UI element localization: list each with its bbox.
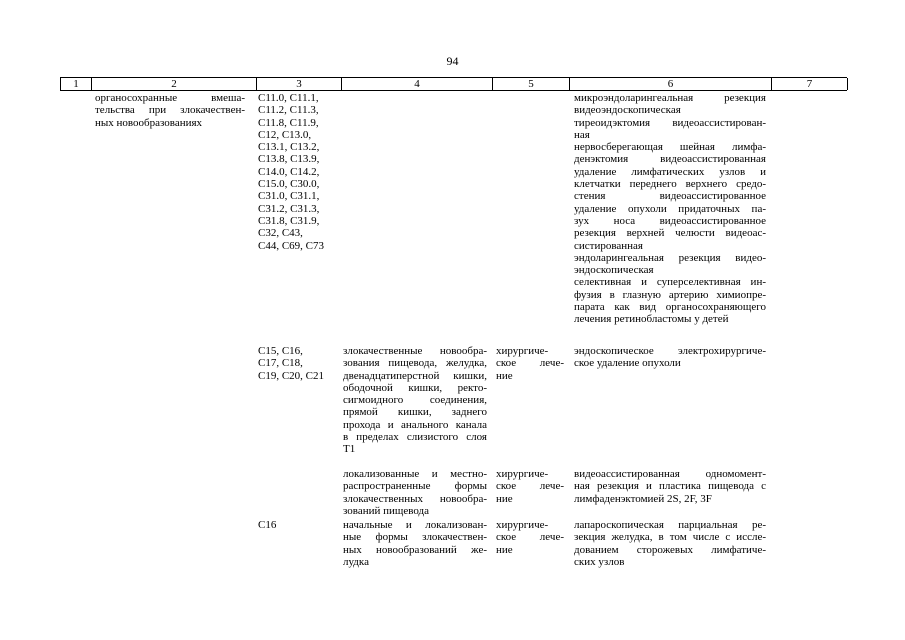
table-cell-row2-col5 bbox=[496, 345, 564, 382]
header-col-2: 2 bbox=[92, 78, 257, 90]
cell-text-line: локализованные и местно- bbox=[343, 468, 487, 480]
cell-text-line: C12, C13.0, bbox=[258, 128, 312, 141]
table-cell-row3-col5 bbox=[496, 468, 564, 505]
cell-text-line: C19, C20, C21 bbox=[258, 369, 325, 382]
header-col-6: 6 bbox=[570, 78, 772, 90]
header-col-3: 3 bbox=[257, 78, 342, 90]
cell-text-line: микроэндоларингеальная резекция bbox=[574, 92, 766, 104]
cell-text-line: C11.8, C11.9, bbox=[258, 116, 319, 129]
cell-text-line: фузия в глазную артерию химиопре- bbox=[574, 288, 766, 301]
cell-text-line: парата как вид органосохраняющего bbox=[574, 301, 766, 314]
cell-text-line: зования пищевода, желудка, bbox=[343, 357, 487, 370]
cell-text-line: C16 bbox=[258, 519, 277, 531]
cell-text-line: ских узлов bbox=[574, 555, 625, 568]
cell-text-line: в пределах слизистого слоя bbox=[343, 431, 487, 444]
cell-text-line: эндоскопическое электрохирургиче- bbox=[574, 345, 766, 357]
cell-text-line: нервосберегающая шейная лимфа- bbox=[574, 141, 766, 154]
cell-text-line: двенадцатиперстной кишки, bbox=[343, 369, 487, 382]
cell-text-line: ная bbox=[574, 128, 590, 141]
cell-text-line: C31.2, C31.3, bbox=[258, 202, 320, 215]
cell-text-line: C14.0, C14.2, bbox=[258, 165, 320, 178]
cell-text-line: C15.0, C30.0, bbox=[258, 178, 320, 191]
cell-text-line: хирургиче- bbox=[496, 519, 549, 531]
cell-text-line: ние bbox=[496, 543, 513, 556]
cell-text-line: эндоскопическая bbox=[574, 264, 654, 277]
table-header-row bbox=[60, 77, 847, 91]
cell-text-line: эндоларингеальная резекция видео- bbox=[574, 251, 766, 264]
cell-text-line: ных новообразованиях bbox=[95, 116, 203, 129]
table-cell-row4-col3 bbox=[258, 519, 332, 531]
cell-text-line: C11.2, C11.3, bbox=[258, 104, 319, 117]
cell-text-line: денэктомия видеоассистированная bbox=[574, 153, 766, 166]
cell-text-line: ние bbox=[496, 369, 513, 382]
page-number: 94 bbox=[446, 54, 459, 68]
table-cell-row1-col6 bbox=[574, 92, 766, 326]
table-cell-row4-col6 bbox=[574, 519, 766, 568]
cell-text-line: C17, C18, bbox=[258, 357, 303, 370]
cell-text-line: зух носа видеоассистированное bbox=[574, 214, 766, 227]
cell-text-line: ных новообразований же- bbox=[343, 543, 487, 556]
cell-text-line: лапароскопическая парциальная ре- bbox=[574, 519, 766, 531]
cell-text-line: удаление опухоли придаточных па- bbox=[574, 202, 766, 215]
cell-text-line: видеоэндоскопическая bbox=[574, 104, 681, 117]
cell-text-line: T1 bbox=[343, 443, 356, 456]
cell-text-line: начальные и локализован- bbox=[343, 519, 487, 531]
cell-text-line: лудка bbox=[343, 555, 369, 568]
cell-text-line: ское лече- bbox=[496, 531, 564, 544]
cell-text-line: C31.8, C31.9, bbox=[258, 214, 320, 227]
cell-text-line: дованием сторожевых лимфатиче- bbox=[574, 543, 766, 556]
header-col-1: 1 bbox=[61, 78, 92, 90]
cell-text-line: ское удаление опухоли bbox=[574, 357, 681, 370]
cell-text-line: злокачественных новообра- bbox=[343, 492, 487, 505]
cell-text-line: зекция желудка, в том числе с иссле- bbox=[574, 531, 766, 544]
cell-text-line: ная резекция и пластика пищевода с bbox=[574, 480, 766, 493]
cell-text-line: удаление лимфатических узлов и bbox=[574, 165, 766, 178]
table-cell-row4-col5 bbox=[496, 519, 564, 556]
cell-text-line: C32, C43, bbox=[258, 227, 303, 240]
cell-text-line: тиреоидэктомия видеоассистирован- bbox=[574, 116, 766, 129]
cell-text-line: резекция верхней челюсти видеоас- bbox=[574, 227, 766, 240]
cell-text-line: ское лече- bbox=[496, 357, 564, 370]
cell-text-line: ободочной кишки, ректо- bbox=[343, 381, 487, 394]
table-cell-row1-col2 bbox=[95, 92, 245, 129]
cell-text-line: прямой кишки, заднего bbox=[343, 406, 487, 419]
cell-text-line: стения видеоассистированное bbox=[574, 190, 766, 203]
cell-text-line: распространенные формы bbox=[343, 480, 487, 493]
table-cell-row2-col4 bbox=[343, 345, 487, 456]
cell-text-line: прохода и анального канала bbox=[343, 418, 487, 431]
cell-text-line: органосохранные вмеша- bbox=[95, 92, 245, 104]
cell-text-line: хирургиче- bbox=[496, 468, 549, 480]
header-col-4: 4 bbox=[342, 78, 493, 90]
cell-text-line: ные формы злокачествен- bbox=[343, 531, 487, 544]
cell-text-line: систированная bbox=[574, 239, 643, 252]
header-col-5: 5 bbox=[493, 78, 570, 90]
cell-text-line: C13.1, C13.2, bbox=[258, 141, 320, 154]
table-cell-row2-col6 bbox=[574, 345, 766, 370]
cell-text-line: ние bbox=[496, 492, 513, 505]
cell-text-line: лечения ретинобластомы у детей bbox=[574, 313, 729, 326]
cell-text-line: ское лече- bbox=[496, 480, 564, 493]
cell-text-line: C11.0, C11.1, bbox=[258, 92, 319, 104]
cell-text-line: селективная и суперселективная ин- bbox=[574, 276, 766, 289]
cell-text-line: сигмоидного соединения, bbox=[343, 394, 487, 407]
cell-text-line: C44, C69, C73 bbox=[258, 239, 325, 252]
table-cell-row3-col4 bbox=[343, 468, 487, 517]
table-cell-row3-col6 bbox=[574, 468, 766, 505]
cell-text-line: тельства при злокачествен- bbox=[95, 104, 245, 117]
cell-text-line: зований пищевода bbox=[343, 504, 430, 517]
table-cell-row1-col3 bbox=[258, 92, 332, 252]
cell-text-line: хирургиче- bbox=[496, 345, 549, 357]
cell-text-line: C31.0, C31.1, bbox=[258, 190, 320, 203]
header-col-7: 7 bbox=[772, 78, 848, 90]
table-cell-row4-col4 bbox=[343, 519, 487, 568]
table-cell-row2-col3 bbox=[258, 345, 332, 382]
cell-text-line: C13.8, C13.9, bbox=[258, 153, 320, 166]
cell-text-line: злокачественные новообра- bbox=[343, 345, 487, 357]
cell-text-line: клетчатки переднего верхнего средо- bbox=[574, 178, 766, 191]
cell-text-line: лимфаденэктомией 2S, 2F, 3F bbox=[574, 492, 712, 505]
cell-text-line: C15, C16, bbox=[258, 345, 303, 357]
cell-text-line: видеоассистированная одномомент- bbox=[574, 468, 766, 480]
